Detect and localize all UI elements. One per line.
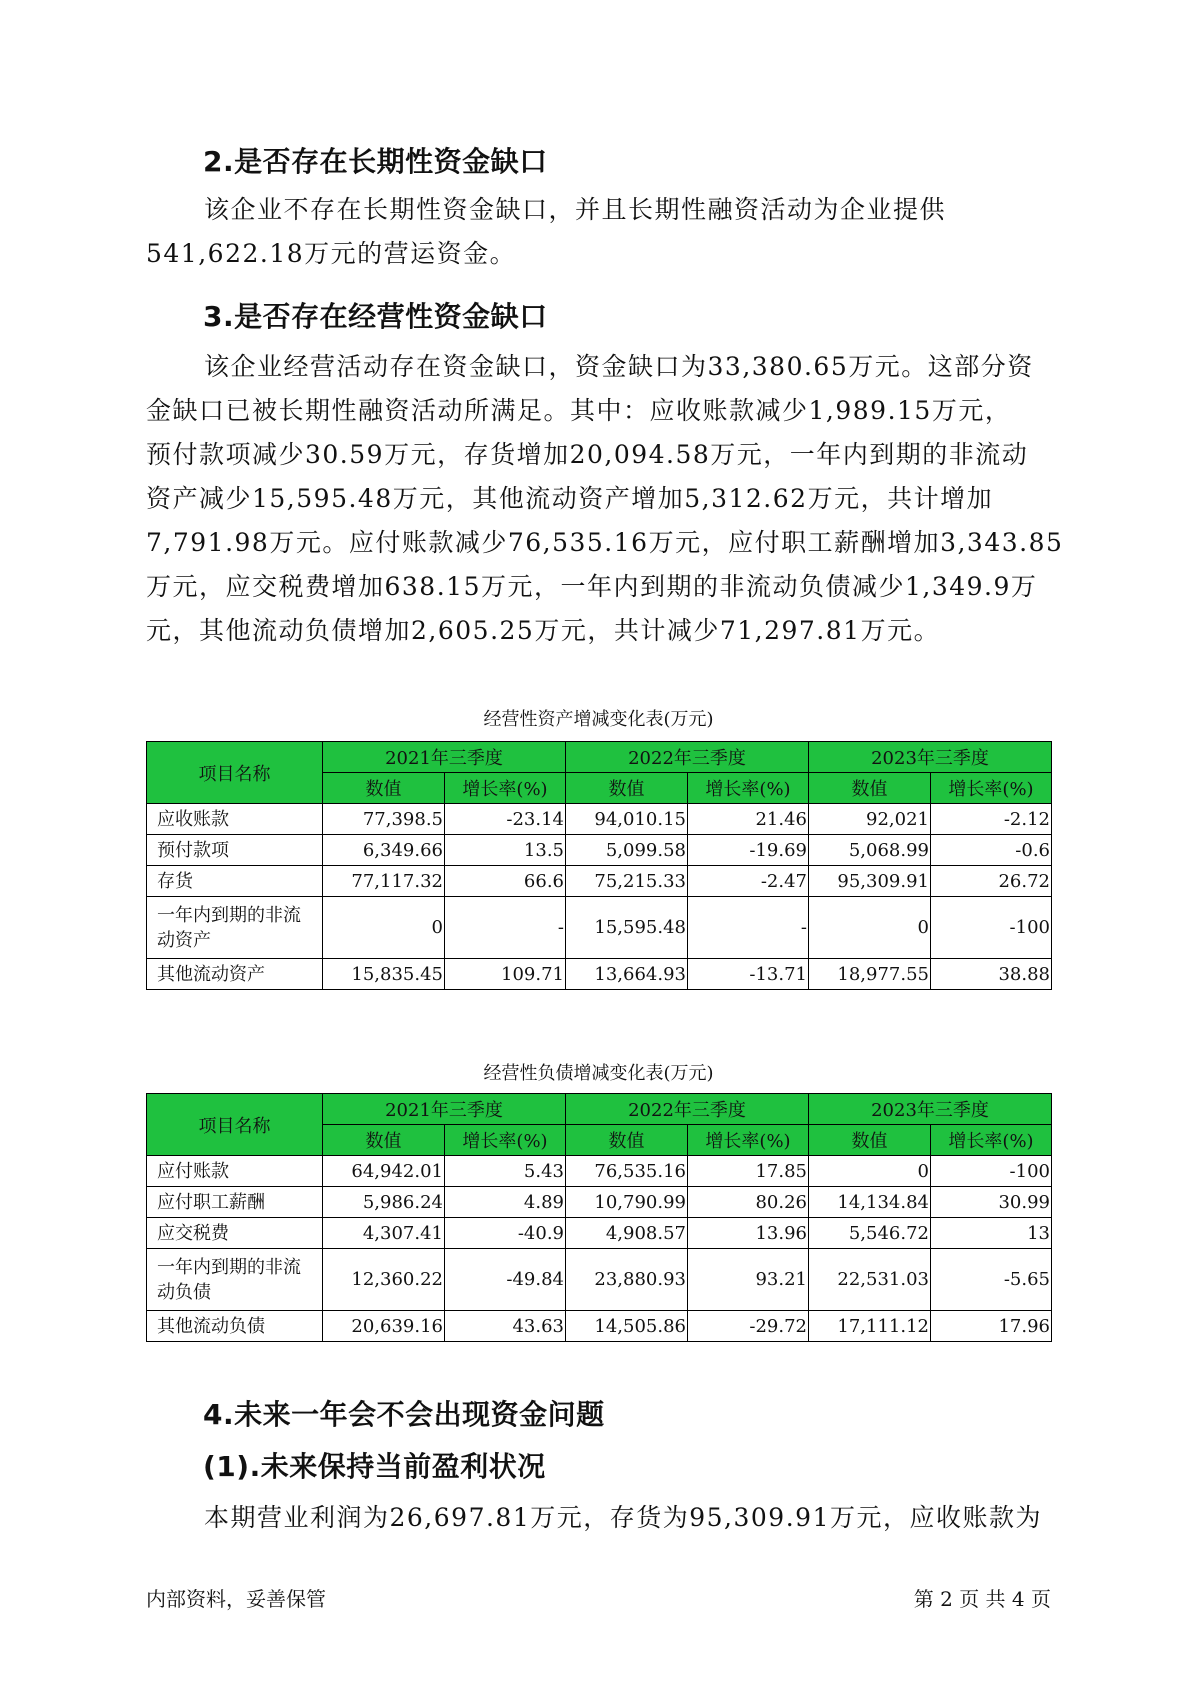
paragraph-line: 该企业不存在长期性资金缺口，并且长期性融资活动为企业提供: [204, 195, 947, 224]
cell-value: 5,546.72: [809, 1218, 931, 1249]
paragraph-line: 元，其他流动负债增加2,605.25万元，共计减少71,297.81万元。: [146, 616, 941, 645]
section-3-heading: 3.是否存在经营性资金缺口: [203, 300, 548, 333]
table-row: [147, 1249, 1052, 1311]
paragraph-line: 541,622.18万元的营运资金。: [146, 239, 517, 268]
liabilities-table: [146, 1093, 1052, 1342]
paragraph-line: 该企业经营活动存在资金缺口，资金缺口为33,380.65万元。这部分资: [204, 352, 1034, 381]
cell-value: 17,111.12: [809, 1311, 931, 1342]
value-header: 数值: [809, 773, 931, 804]
cell-rate: 4.89: [445, 1187, 566, 1218]
cell-rate: 5.43: [445, 1156, 566, 1187]
cell-rate: 17.96: [931, 1311, 1052, 1342]
cell-value: 77,117.32: [323, 866, 445, 897]
section-4-paragraph: [146, 1496, 1054, 1540]
cell-rate: -2.47: [688, 866, 809, 897]
value-header: 数值: [566, 773, 688, 804]
table-row: [147, 1187, 1052, 1218]
row-name-line: 动负债: [157, 1281, 211, 1303]
period-header: 2022年三季度: [566, 1094, 809, 1125]
table-row: [147, 1311, 1052, 1342]
row-name: 应交税费: [147, 1218, 323, 1249]
cell-rate: 26.72: [931, 866, 1052, 897]
cell-value: 14,505.86: [566, 1311, 688, 1342]
cell-rate: 93.21: [688, 1249, 809, 1311]
rate-header: 增长率(%): [445, 773, 566, 804]
cell-value: 4,908.57: [566, 1218, 688, 1249]
cell-value: 12,360.22: [323, 1249, 445, 1311]
table-row: [147, 1218, 1052, 1249]
row-name: 其他流动负债: [147, 1311, 323, 1342]
row-name: [147, 1249, 323, 1311]
cell-value: 15,595.48: [566, 897, 688, 959]
paragraph-line: 预付款项减少30.59万元，存货增加20,094.58万元，一年内到期的非流动: [146, 440, 1029, 469]
section-4-heading: 4.未来一年会不会出现资金问题: [203, 1398, 605, 1431]
cell-rate: -19.69: [688, 835, 809, 866]
cell-rate: 21.46: [688, 804, 809, 835]
cell-rate: 13.5: [445, 835, 566, 866]
cell-rate: -40.9: [445, 1218, 566, 1249]
value-header: 数值: [323, 773, 445, 804]
row-name: 应付账款: [147, 1156, 323, 1187]
cell-rate: 30.99: [931, 1187, 1052, 1218]
cell-rate: -0.6: [931, 835, 1052, 866]
cell-value: 75,215.33: [566, 866, 688, 897]
row-name: 应付职工薪酬: [147, 1187, 323, 1218]
rate-header: 增长率(%): [445, 1125, 566, 1156]
cell-value: 14,134.84: [809, 1187, 931, 1218]
value-header: 数值: [809, 1125, 931, 1156]
cell-rate: 13.96: [688, 1218, 809, 1249]
item-name-header: 项目名称: [147, 742, 323, 804]
cell-value: 5,099.58: [566, 835, 688, 866]
cell-value: 92,021: [809, 804, 931, 835]
section-2-paragraph: [146, 188, 1054, 276]
cell-value: 15,835.45: [323, 959, 445, 990]
table-row: [147, 897, 1052, 959]
rate-header: 增长率(%): [931, 773, 1052, 804]
cell-value: 4,307.41: [323, 1218, 445, 1249]
assets-table-caption: 经营性资产增减变化表(万元): [483, 709, 714, 730]
row-name: 其他流动资产: [147, 959, 323, 990]
period-header: 2021年三季度: [323, 742, 566, 773]
cell-rate: -100: [931, 897, 1052, 959]
cell-rate: 80.26: [688, 1187, 809, 1218]
table-header-row: [147, 1094, 1052, 1125]
rate-header: 增长率(%): [931, 1125, 1052, 1156]
table-row: [147, 866, 1052, 897]
cell-rate: -13.71: [688, 959, 809, 990]
section-2-heading: 2.是否存在长期性资金缺口: [203, 145, 548, 178]
period-header: 2022年三季度: [566, 742, 809, 773]
cell-rate: -100: [931, 1156, 1052, 1187]
period-header: 2023年三季度: [809, 1094, 1052, 1125]
cell-value: 0: [809, 897, 931, 959]
cell-rate: 109.71: [445, 959, 566, 990]
assets-table: [146, 741, 1052, 990]
table-row: [147, 804, 1052, 835]
section-4-subheading: (1).未来保持当前盈利状况: [203, 1450, 546, 1483]
rate-header: 增长率(%): [688, 1125, 809, 1156]
table-row: [147, 1156, 1052, 1187]
cell-rate: -: [688, 897, 809, 959]
cell-rate: -2.12: [931, 804, 1052, 835]
paragraph-line: 资产减少15,595.48万元，其他流动资产增加5,312.62万元，共计增加: [146, 484, 994, 513]
paragraph-line: 本期营业利润为26,697.81万元，存货为95,309.91万元，应收账款为: [204, 1503, 1042, 1532]
paragraph-line: 7,791.98万元。应付账款减少76,535.16万元，应付职工薪酬增加3,343.85: [146, 528, 1064, 557]
cell-value: 13,664.93: [566, 959, 688, 990]
row-name-line: 一年内到期的非流: [157, 904, 301, 926]
cell-rate: -49.84: [445, 1249, 566, 1311]
rate-header: 增长率(%): [688, 773, 809, 804]
cell-value: 95,309.91: [809, 866, 931, 897]
footer-page-number: 第 2 页 共 4 页: [913, 1587, 1051, 1611]
cell-value: 5,068.99: [809, 835, 931, 866]
cell-value: 77,398.5: [323, 804, 445, 835]
cell-rate: 13: [931, 1218, 1052, 1249]
row-name: 应收账款: [147, 804, 323, 835]
footer-confidential-note: 内部资料，妥善保管: [146, 1587, 326, 1611]
cell-rate: 66.6: [445, 866, 566, 897]
cell-rate: -29.72: [688, 1311, 809, 1342]
cell-value: 5,986.24: [323, 1187, 445, 1218]
cell-rate: -23.14: [445, 804, 566, 835]
cell-rate: 43.63: [445, 1311, 566, 1342]
cell-value: 23,880.93: [566, 1249, 688, 1311]
paragraph-line: 金缺口已被长期性融资活动所满足。其中：应收账款减少1,989.15万元，: [146, 396, 1012, 425]
row-name: 预付款项: [147, 835, 323, 866]
cell-value: 20,639.16: [323, 1311, 445, 1342]
paragraph-line: 万元，应交税费增加638.15万元，一年内到期的非流动负债减少1,349.9万: [146, 572, 1038, 601]
row-name-line: 动资产: [157, 929, 211, 951]
cell-rate: -: [445, 897, 566, 959]
liabilities-table-caption: 经营性负债增减变化表(万元): [483, 1063, 714, 1084]
cell-value: 10,790.99: [566, 1187, 688, 1218]
cell-value: 18,977.55: [809, 959, 931, 990]
cell-value: 6,349.66: [323, 835, 445, 866]
item-name-header: 项目名称: [147, 1094, 323, 1156]
cell-value: 76,535.16: [566, 1156, 688, 1187]
period-header: 2023年三季度: [809, 742, 1052, 773]
cell-value: 94,010.15: [566, 804, 688, 835]
value-header: 数值: [323, 1125, 445, 1156]
row-name-line: 一年内到期的非流: [157, 1256, 301, 1278]
cell-rate: 17.85: [688, 1156, 809, 1187]
table-row: [147, 959, 1052, 990]
value-header: 数值: [566, 1125, 688, 1156]
cell-value: 0: [323, 897, 445, 959]
period-header: 2021年三季度: [323, 1094, 566, 1125]
cell-rate: 38.88: [931, 959, 1052, 990]
section-3-paragraph: [146, 345, 1064, 653]
row-name: 存货: [147, 866, 323, 897]
table-header-row: [147, 742, 1052, 773]
cell-value: 22,531.03: [809, 1249, 931, 1311]
cell-value: 0: [809, 1156, 931, 1187]
table-row: [147, 835, 1052, 866]
cell-rate: -5.65: [931, 1249, 1052, 1311]
row-name: [147, 897, 323, 959]
cell-value: 64,942.01: [323, 1156, 445, 1187]
